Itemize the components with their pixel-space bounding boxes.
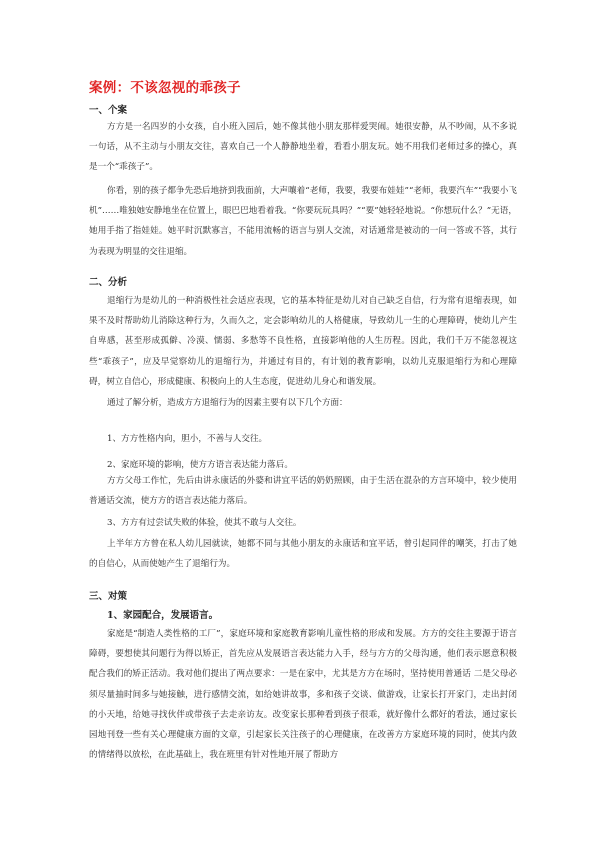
- analysis-factor-2: 2、家庭环境的影响，使方方语言表达能力落后。: [107, 460, 293, 470]
- document-title: 案例：不该忽视的乖孩子: [89, 80, 241, 96]
- measure-subheading-1: 1、家园配合，发展语言。: [107, 610, 219, 621]
- analysis-paragraph-3: 方方父母工作忙，先后由讲永康话的外婆和讲宜平话的奶奶照顾，由于生活在混杂的方言环境中，较少使用普通话交流，使方方的语言表达能力落后。: [89, 476, 517, 507]
- analysis-paragraph-1: 退缩行为是幼儿的一种消极性社会适应表现，它的基本特征是幼儿对自己缺乏自信，行为常有退缩表现，如果不及时帮助幼儿消除这种行为，久而久之，定会影响幼儿的人格健康，导致幼儿一生的心理障碍，使幼儿产生自卑感，甚至形成孤僻、冷漠、懦弱、多愁等不良性格，直接影响他的人生历程。因此，我们千万不能忽视这些“乖孩子”，应及早觉察幼儿的退缩行为，并通过有目的，有计划的教育影响，以幼儿克服退缩行为和心理障碍，树立自信心，形成健康、积极向上的人生态度，促进幼儿身心和谐发展。: [89, 296, 517, 387]
- section-heading-measures: 三、对策: [89, 591, 128, 602]
- analysis-paragraph-2: 通过了解分析，造成方方退缩行为的因素主要有以下几个方面：: [107, 398, 348, 408]
- measures-paragraph-1: 家庭是“制造人类性格的工厂”，家庭环境和家庭教育影响儿童性格的形成和发展。方方的交往主要源于语言障碍，要想使其问题行为得以矫正，首先应从发展语言表达能力入手，经与方方的父母沟通，他们表示愿意积极配合我们的矫正活动。我对他们提出了两点要求：一是在家中，尤其是方方在场时，坚持使用普通话 二是父母必须尽量抽时间多与她接触，进行感情交流，如给她讲故事，多和孩子交谈、做游戏，让家长打开家门，走出封闭的小天地，给她寻找伙伴或带孩子去走亲访友。改变家长那种看到孩子很乖，就好像什么都好的看法，通过家长园地刊登一些有关心理健康方面的文章，引起家长关注孩子的心理健康，在改善方方家庭环境的同时，使其内敛的情绪得以放松，在此基础上，我在班里有针对性地开展了帮助方: [89, 629, 517, 761]
- analysis-factor-3: 3、方方有过尝试失败的体验，使其不敢与人交往。: [107, 518, 302, 528]
- section-heading-case: 一、个案: [89, 105, 128, 116]
- analysis-paragraph-4: 上半年方方曾在私人幼儿园就读，她都不同与其他小朋友的永康话和宜平话，曾引起同伴的嘲笑，打击了她的自信心，从而使她产生了退缩行为。: [89, 539, 517, 570]
- analysis-factor-1: 1、方方性格内向，胆小，不善与人交往。: [107, 434, 268, 444]
- section-heading-analysis: 二、分析: [89, 277, 128, 288]
- case-paragraph-1: 方方是一名四岁的小女孩，自小班入园后，她不像其他小朋友那样爱哭闹。她很安静，从不吵闹，从不多说一句话，从不主动与小朋友交往，喜欢自己一个人静静地坐着，看看小朋友玩。她不用我们老师过多的操心，真是一个“乖孩子”。: [89, 122, 517, 173]
- case-paragraph-2: 你看，别的孩子都争先恐后地挤到我面前，大声嚷着“老师，我要，我要布娃娃”“老师，我要汽车”“我要小飞机”……唯独她安静地坐在位置上，眼巴巴地看着我。“你要玩玩具吗？”“要”她轻轻地说。“你想玩什么？”无语，她用手指了指娃娃。她平时沉默寡言，不能用流畅的语言与别人交流，对话通常是被动的一问一答或不答，其行为表现为明显的交往退缩。: [89, 186, 517, 257]
